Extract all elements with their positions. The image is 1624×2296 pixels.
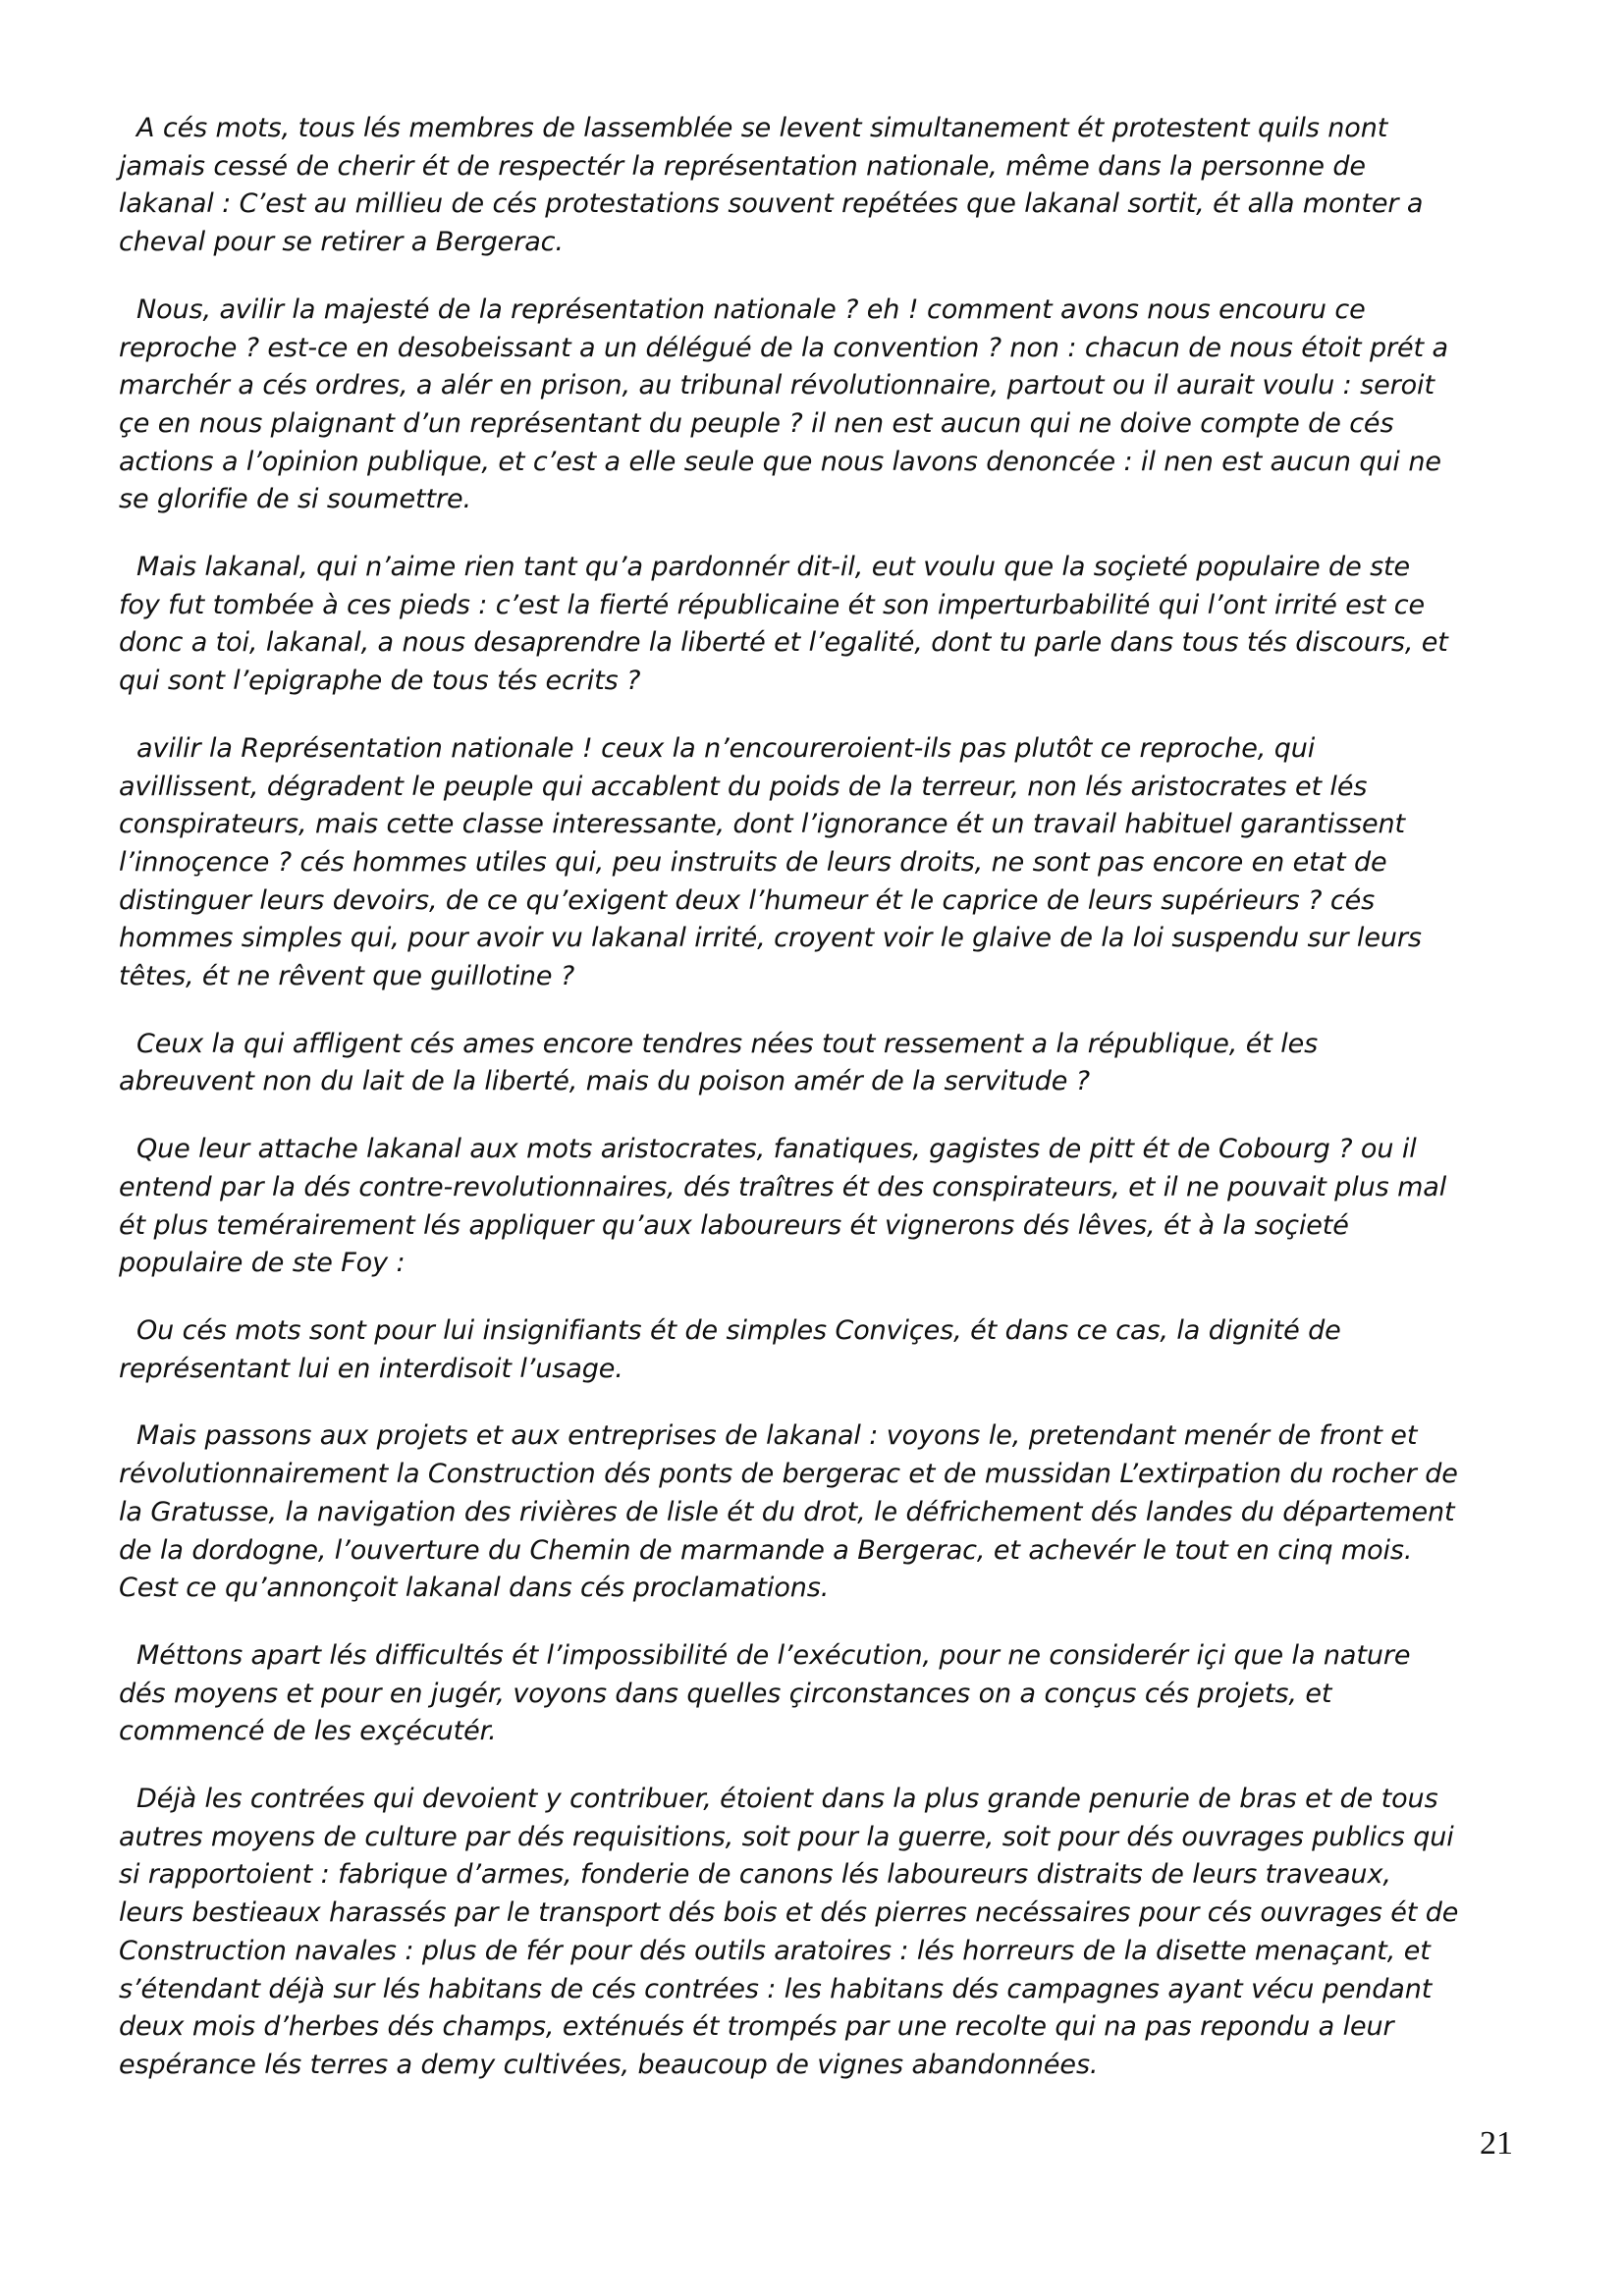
- paragraph-5: Ceux la qui affligent cés ames encore tendres nées tout ressement a la république, ét les abreuvent non du lait de la liberté, mais du poison amér de la servitude ?: [119, 1028, 1319, 1097]
- document-body: [119, 110, 1513, 2114]
- paragraph-1: A cés mots, tous lés membres de lassemblée se levent simultanement ét protestent quils nont jamais cessé de cherir ét de respectér la représentation nationale, même dans la personne de lakanal : C’est au millieu de cés protestations souvent repétées que lakanal sortit, ét alla monter a cheval pour se retirer a Bergerac.: [119, 113, 1424, 258]
- paragraph-9: Méttons apart lés difficultés ét l’impossibilité de l’exécution, pour ne considerér içi que la nature dés moyens et pour en jugér, voyons dans quelles çirconstances on a conçus cés projets, et commencé de les exçécutér.: [119, 1639, 1411, 1747]
- paragraph-8: Mais passons aux projets et aux entreprises de lakanal : voyons le, pretendant menér de front et révolutionnairement la Construction dés ponts de bergerac et de mussidan L’extirpation du rocher de la Gratusse, la navigation des rivières de lisle ét du drot, le défrichement dés landes du département de la dordogne, l’ouverture du Chemin de marmande a Bergerac, et achevér le tout en cinq mois. Cest ce qu’annonçoit lakanal dans cés proclamations.: [119, 1420, 1458, 1604]
- paragraph-3: Mais lakanal, qui n’aime rien tant qu’a pardonnér dit-il, eut voulu que la soçieté populaire de ste foy fut tombée à ces pieds : c’est la fierté républicaine ét son imperturbabilité qui l’ont irrité est ce donc a toi, lakanal, a nous desaprendre la liberté et l’egalité, dont tu parle dans tous tés discours, et qui sont l’epigraphe de tous tés ecrits ?: [119, 552, 1448, 697]
- page-number: 21: [1480, 2125, 1513, 2162]
- paragraph-2: Nous, avilir la majesté de la représentation nationale ? eh ! comment avons nous encouru ce reproche ? est-ce en desobeissant a un délégué de la convention ? non : chacun de nous étoit prét a marchér a cés ordres, a alér en prison, au tribunal révolutionnaire, partout ou il aurait voulu : seroit çe en nous plaignant d’un représentant du peuple ? il nen est aucun qui ne doive compte de cés actions a l’opinion publique, et c’est a elle seule que nous lavons denoncée : il nen est aucun qui ne se glorifie de si soumettre.: [119, 294, 1448, 515]
- paragraph-10: Déjà les contrées qui devoient y contribuer, étoient dans la plus grande penurie de bras et de tous autres moyens de culture par dés requisitions, soit pour la guerre, soit pour dés ouvrages publics qui si rapportoient : fabrique d’armes, fonderie de canons lés laboureurs distraits de leurs traveaux, leurs bestieaux harassés par le transport dés bois et dés pierres necéssaires pour cés ouvrages ét de Construction navales : plus de fér pour dés outils aratoires : lés horreurs de la disette menaçant, et s’étendant déjà sur lés habitans de cés contrées : les habitans dés campagnes ayant vécu pendant deux mois d’herbes dés champs, exténués ét trompés par une recolte qui na pas repondu a leur espérance lés terres a demy cultivées, beaucoup de vignes abandonnées.: [119, 1784, 1459, 2080]
- paragraph-6: Que leur attache lakanal aux mots aristocrates, fanatiques, gagistes de pitt ét de Cobourg ? ou il entend par la dés contre-revolutionnaires, dés traîtres ét des conspirateurs, et il ne pouvait plus mal ét plus temérairement lés appliquer qu’aux laboureurs ét vignerons dés lêves, ét à la soçieté populaire de ste Foy :: [119, 1134, 1447, 1279]
- paragraph-4: avilir la Représentation nationale ! ceux la n’encoureroient-ils pas plutôt ce reproche, qui avillissent, dégradent le peuple qui accablent du poids de la terreur, non lés aristocrates et lés conspirateurs, mais cette classe interessante, dont l’ignorance ét un travail habituel garantissent l’innoçence ? cés hommes utiles qui, peu instruits de leurs droits, ne sont pas encore en etat de distinguer leurs devoirs, de ce qu’exigent deux l’humeur ét le caprice de leurs supérieurs ? cés hommes simples qui, pour avoir vu lakanal irrité, croyent voir le glaive de la loi suspendu sur leurs têtes, ét ne rêvent que guillotine ?: [119, 732, 1422, 992]
- paragraph-7: Ou cés mots sont pour lui insignifiants ét de simples Conviçes, ét dans ce cas, la dignité de représentant lui en interdisoit l’usage.: [119, 1314, 1341, 1384]
